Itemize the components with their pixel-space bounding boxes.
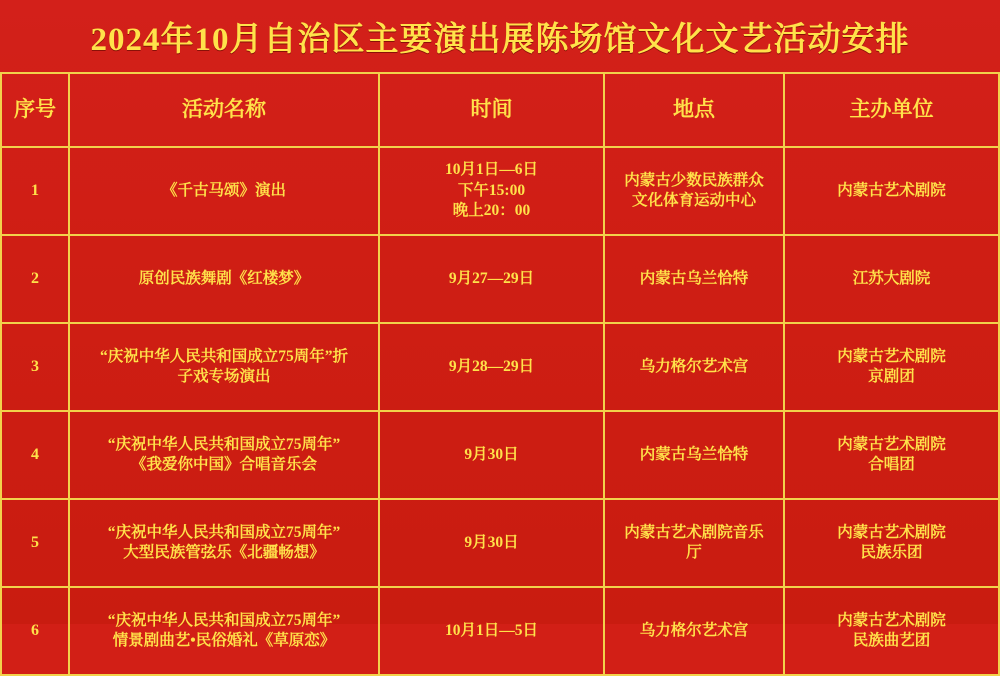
cell-activity-name xyxy=(69,323,379,411)
cell-no: 4 xyxy=(1,411,69,499)
cell-place-line: 内蒙古乌兰恰特 xyxy=(639,445,749,463)
cell-place-line: 乌力格尔艺术宫 xyxy=(639,621,749,639)
cell-organizer-line: 京剧团 xyxy=(868,368,915,385)
cell-activity-name-line: 《千古马颂》演出 xyxy=(161,181,286,199)
title-bar xyxy=(0,0,1000,72)
cell-time-line: 9月30日 xyxy=(464,445,519,463)
cell-activity-name-line: “庆祝中华人民共和国成立75周年”折 xyxy=(99,347,348,365)
cell-time-line: 9月30日 xyxy=(464,533,519,551)
cell-time xyxy=(379,499,604,587)
cell-activity-name xyxy=(69,499,379,587)
cell-time xyxy=(379,147,604,235)
cell-organizer xyxy=(784,235,999,323)
cell-no: 2 xyxy=(1,235,69,323)
cell-place xyxy=(604,235,784,323)
table-row xyxy=(1,147,999,235)
cell-organizer-line: 内蒙古艺术剧院 xyxy=(837,523,946,541)
column-header-place: 地点 xyxy=(604,73,784,147)
cell-time xyxy=(379,323,604,411)
cell-activity-name xyxy=(69,235,379,323)
cell-organizer xyxy=(784,587,999,675)
cell-organizer xyxy=(784,499,999,587)
cell-organizer-line: 内蒙古艺术剧院 xyxy=(837,347,946,365)
table-body xyxy=(1,147,999,675)
cell-place xyxy=(604,147,784,235)
column-header-activity-name: 活动名称 xyxy=(69,73,379,147)
cell-activity-name-line: 子戏专场演出 xyxy=(177,368,271,385)
cell-no: 1 xyxy=(1,147,69,235)
cell-time-line: 9月27—29日 xyxy=(448,269,535,287)
cell-no: 6 xyxy=(1,587,69,675)
cell-organizer-line: 内蒙古艺术剧院 xyxy=(837,435,946,453)
cell-activity-name-line: 原创民族舞剧《红楼梦》 xyxy=(138,269,310,287)
cell-organizer xyxy=(784,147,999,235)
cell-time-line: 9月28—29日 xyxy=(448,357,535,375)
cell-time-line: 10月1日—6日 xyxy=(444,161,538,179)
table-header xyxy=(1,73,999,147)
activity-schedule-table xyxy=(0,72,1000,676)
cell-activity-name xyxy=(69,587,379,675)
table-row xyxy=(1,323,999,411)
cell-time-line: 下午15:00 xyxy=(457,181,526,199)
cell-place-line: 内蒙古少数民族群众 xyxy=(624,171,764,189)
cell-time-line: 晚上20：00 xyxy=(452,202,531,220)
cell-organizer-line: 内蒙古艺术剧院 xyxy=(837,181,946,199)
cell-place-line: 厅 xyxy=(686,544,702,561)
cell-time xyxy=(379,411,604,499)
table-row xyxy=(1,235,999,323)
cell-no: 5 xyxy=(1,499,69,587)
page-title: 2024年10月自治区主要演出展陈场馆文化文艺活动安排 xyxy=(90,21,910,58)
cell-time xyxy=(379,587,604,675)
cell-activity-name-line: “庆祝中华人民共和国成立75周年” xyxy=(107,523,341,541)
cell-organizer-line: 合唱团 xyxy=(868,456,915,473)
table-row xyxy=(1,499,999,587)
cell-activity-name-line: “庆祝中华人民共和国成立75周年” xyxy=(107,611,341,629)
cell-place xyxy=(604,587,784,675)
cell-activity-name xyxy=(69,411,379,499)
cell-activity-name-line: 情景剧曲艺•民俗婚礼《草原恋》 xyxy=(112,632,336,649)
column-header-no: 序号 xyxy=(1,73,69,147)
cell-place-line: 内蒙古艺术剧院音乐 xyxy=(624,523,764,541)
cell-organizer-line: 民族曲艺团 xyxy=(852,632,931,649)
column-header-time: 时间 xyxy=(379,73,604,147)
cell-time-line: 10月1日—5日 xyxy=(444,621,538,639)
cell-activity-name-line: “庆祝中华人民共和国成立75周年” xyxy=(107,435,341,453)
table-header-row xyxy=(1,73,999,147)
table-row xyxy=(1,411,999,499)
cell-place-line: 内蒙古乌兰恰特 xyxy=(639,269,749,287)
cell-place xyxy=(604,323,784,411)
cell-organizer-line: 民族乐团 xyxy=(860,544,923,561)
table-row xyxy=(1,587,999,675)
column-header-organizer: 主办单位 xyxy=(784,73,999,147)
cell-place xyxy=(604,499,784,587)
cell-no: 3 xyxy=(1,323,69,411)
cell-organizer xyxy=(784,411,999,499)
cell-place-line: 文化体育运动中心 xyxy=(631,192,756,209)
cell-place-line: 乌力格尔艺术宫 xyxy=(639,357,749,375)
cell-activity-name-line: 《我爱你中国》合唱音乐会 xyxy=(130,456,317,473)
cell-activity-name xyxy=(69,147,379,235)
cell-organizer-line: 内蒙古艺术剧院 xyxy=(837,611,946,629)
cell-organizer-line: 江苏大剧院 xyxy=(852,269,931,287)
cell-activity-name-line: 大型民族管弦乐《北疆畅想》 xyxy=(123,544,325,561)
cell-time xyxy=(379,235,604,323)
cell-place xyxy=(604,411,784,499)
cell-organizer xyxy=(784,323,999,411)
